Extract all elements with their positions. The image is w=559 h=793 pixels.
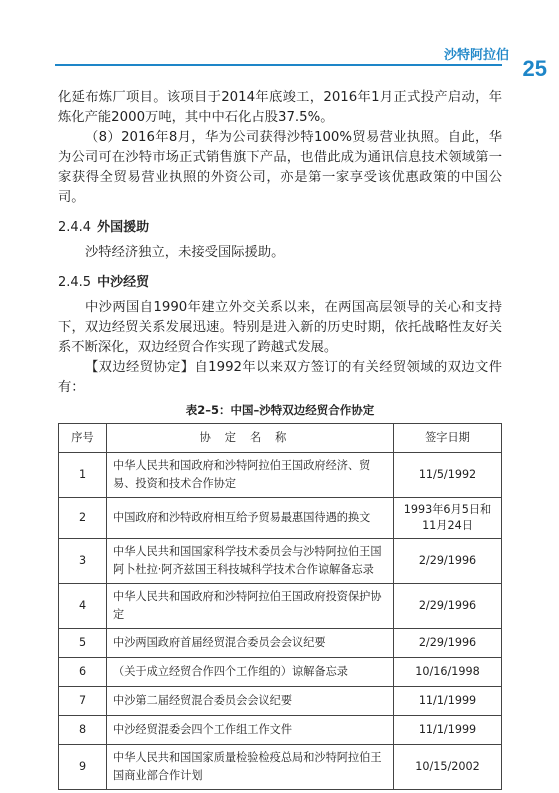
table-row <box>59 584 502 629</box>
cell-date: 1993年6月5日和11月24日 <box>394 498 502 539</box>
table-row <box>59 453 502 498</box>
cell-date: 10/15/2002 <box>394 745 502 790</box>
cell-date: 11/1/1999 <box>394 687 502 716</box>
section-number: 2.4.5 <box>58 275 92 290</box>
cell-date: 2/29/1996 <box>394 584 502 629</box>
cell-date: 10/16/1998 <box>394 658 502 687</box>
cell-no: 1 <box>59 453 107 498</box>
cell-name: 中华人民共和国政府和沙特阿拉伯王国政府经济、贸易、投资和技术合作协定 <box>107 453 394 498</box>
page-number: 25 <box>522 56 547 81</box>
section-heading-2-4-4 <box>58 218 502 238</box>
paragraph-trade-relations: 中沙两国自1990年建立外交关系以来，在两国高层领导的关心和支持下，双边经贸关系发展迅速。特别是进入新的历史时期，依托战略性友好关系不断深化，双边经贸合作实现了跨越式发展。 <box>58 300 502 355</box>
table-row <box>59 745 502 790</box>
cell-no: 7 <box>59 687 107 716</box>
paragraph-huawei: （8）2016年8月，华为公司获得沙特100%贸易营业执照。自此，华为公司可在沙特市场正式销售旗下产品，也借此成为通讯信息技术领域第一家获得全贸易营业执照的外资公司，亦是第一家享受该优惠政策的中国公司。 <box>58 130 502 205</box>
section-title: 中沙经贸 <box>97 275 150 290</box>
section-heading-2-4-5 <box>58 273 502 293</box>
cell-name: 中华人民共和国国家科学技术委员会与沙特阿拉伯王国阿卜杜拉·阿齐兹国王科技城科学技术合作谅解备忘录 <box>107 539 394 584</box>
cell-no: 4 <box>59 584 107 629</box>
header-date: 签字日期 <box>394 424 502 453</box>
table-row <box>59 539 502 584</box>
table-row <box>59 687 502 716</box>
table-row <box>59 658 502 687</box>
header-no: 序号 <box>59 424 107 453</box>
cell-no: 5 <box>59 629 107 658</box>
cell-name: 中沙第二届经贸混合委员会会议纪要 <box>107 687 394 716</box>
page-body <box>58 88 502 790</box>
cell-no: 6 <box>59 658 107 687</box>
cell-no: 3 <box>59 539 107 584</box>
cell-date: 2/29/1996 <box>394 629 502 658</box>
cell-name: 中沙经贸混委会四个工作组工作文件 <box>107 716 394 745</box>
agreements-table <box>58 423 502 790</box>
paragraph-bilateral-agreements: 【双边经贸协定】自1992年以来双方签订的有关经贸领域的双边文件有： <box>58 360 502 395</box>
cell-name: 中华人民共和国政府和沙特阿拉伯王国政府投资保护协定 <box>107 584 394 629</box>
cell-name: 中沙两国政府首届经贸混合委员会会议纪要 <box>107 629 394 658</box>
cell-name: 中国政府和沙特政府相互给予贸易最惠国待遇的换文 <box>107 498 394 539</box>
cell-no: 8 <box>59 716 107 745</box>
cell-date: 11/1/1999 <box>394 716 502 745</box>
table-row <box>59 629 502 658</box>
table-row <box>59 498 502 539</box>
table-caption: 表2–5：中国–沙特双边经贸合作协定 <box>185 403 375 417</box>
paragraph-foreign-aid: 沙特经济独立，未接受国际援助。 <box>85 245 285 260</box>
cell-date: 2/29/1996 <box>394 539 502 584</box>
section-number: 2.4.4 <box>58 220 92 235</box>
running-header-title: 沙特阿拉伯 <box>443 48 509 63</box>
header-rule <box>55 64 502 66</box>
cell-date: 11/5/1992 <box>394 453 502 498</box>
table-row <box>59 716 502 745</box>
cell-name: 中华人民共和国国家质量检验检疫总局和沙特阿拉伯王国商业部合作计划 <box>107 745 394 790</box>
cell-no: 2 <box>59 498 107 539</box>
section-title: 外国援助 <box>97 220 150 235</box>
paragraph-continued: 化延布炼厂项目。该项目于2014年底竣工，2016年1月正式投产启动，年炼化产能2000万吨，其中中石化占股37.5%。 <box>58 90 502 125</box>
header-name: 协定名称 <box>107 424 394 453</box>
table-header-row <box>59 424 502 453</box>
cell-name: （关于成立经贸合作四个工作组的）谅解备忘录 <box>107 658 394 687</box>
cell-no: 9 <box>59 745 107 790</box>
